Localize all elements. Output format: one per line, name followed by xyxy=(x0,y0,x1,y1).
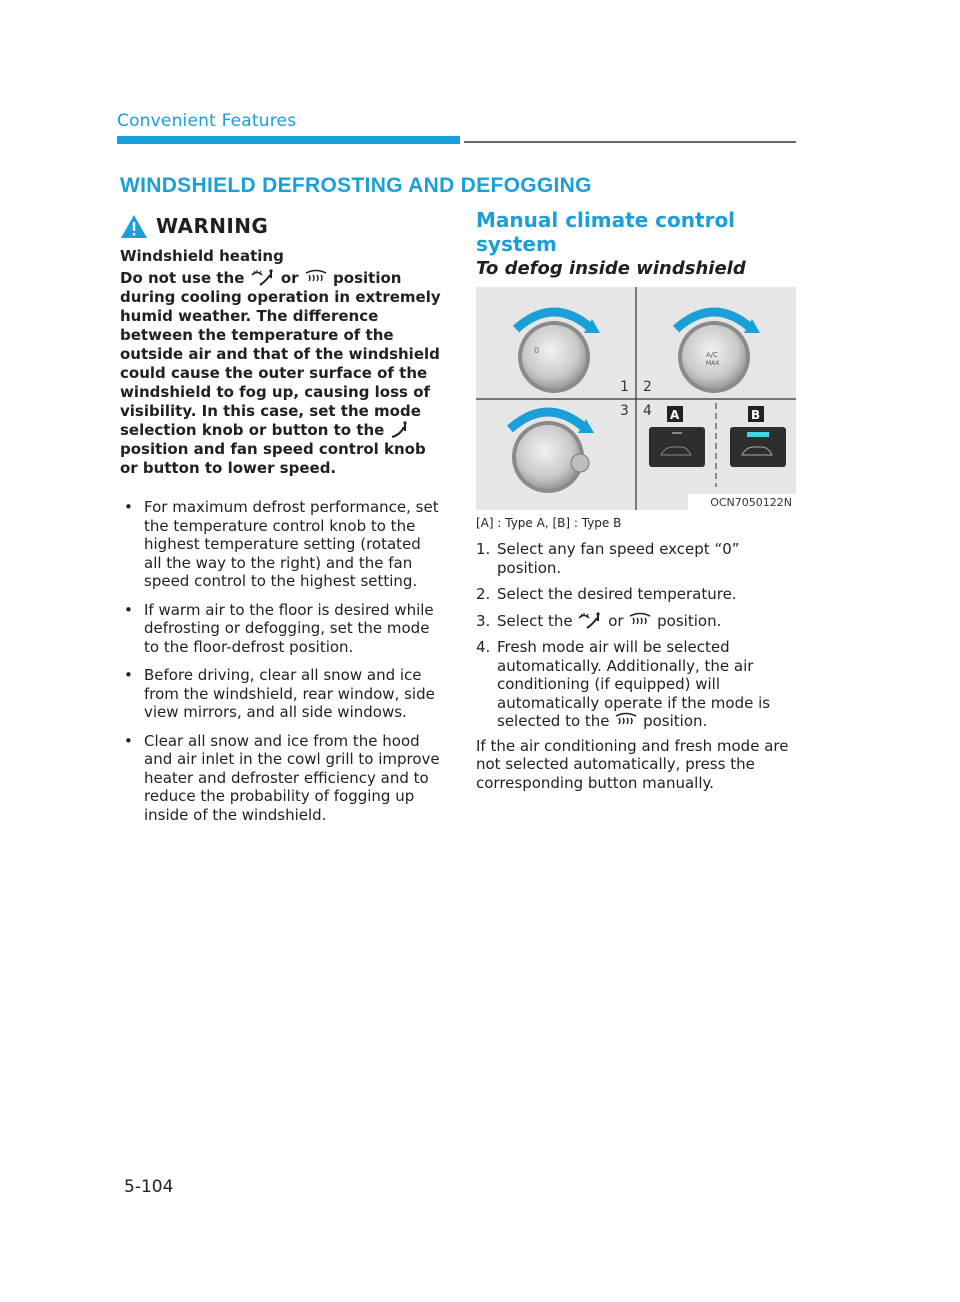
defrost-button-type-a xyxy=(649,427,705,467)
list-item: • For maximum defrost performance, set the temperature control knob to the highest temperature setting (rotated all the way to the right) and the fan speed control to the highest setting. xyxy=(120,498,442,591)
svg-text:0: 0 xyxy=(534,346,540,355)
warning-label: WARNING xyxy=(156,214,269,238)
section-heading: Manual climate control system xyxy=(476,208,736,256)
warning-text: Do not use the or position during cooling operation in extremely humid weather. The difference between the temperature of the outside air and that of the windshield could cause the outer surface of the windshield to fog up, causing loss of visibility. In this case, set the mode selection knob or button to the position and fan speed control knob or button to lower speed. xyxy=(120,269,441,477)
page-title: WINDSHIELD DEFROSTING AND DEFOGGING xyxy=(120,174,592,197)
list-item: 1. Select any fan speed except “0” position. xyxy=(476,540,740,577)
list-item: • Clear all snow and ice from the hood and air inlet in the cowl grill to improve heater and defroster efficiency and to reduce the probability of fogging up inside of the windshield. xyxy=(120,732,442,825)
figure-label-3: 3 xyxy=(620,403,629,419)
list-item: • Before driving, clear all snow and ice from the windshield, rear window, side view mirrors, and all side windows. xyxy=(120,666,442,722)
header-bar-accent xyxy=(117,136,460,144)
defrost-button-type-b xyxy=(730,427,786,467)
warning-subtitle: Windshield heating xyxy=(120,247,284,265)
warning-header xyxy=(120,210,442,242)
right-column xyxy=(476,208,796,792)
defrost-icon xyxy=(304,269,328,287)
svg-text:MAX: MAX xyxy=(706,360,720,367)
header-bar-rule xyxy=(464,141,796,143)
svg-text:A/C: A/C xyxy=(706,351,719,359)
list-item: • If warm air to the floor is desired while defrosting or defogging, set the mode to the floor-defrost position. xyxy=(120,601,442,657)
left-column xyxy=(120,210,442,834)
list-item: 3. Select the or position. xyxy=(476,611,722,630)
svg-text:B: B xyxy=(751,408,761,422)
defrost-icon xyxy=(614,712,638,730)
defog-floor-icon xyxy=(577,612,603,630)
climate-control-figure xyxy=(476,287,796,510)
section-subheading: To defog inside windshield xyxy=(476,258,746,279)
figure-code: OCN7050122N xyxy=(710,496,792,509)
page-number: 5-104 xyxy=(124,1177,174,1197)
figure-label-1: 1 xyxy=(620,379,629,395)
floor-icon xyxy=(390,421,412,439)
figure-caption: [A] : Type A, [B] : Type B xyxy=(476,516,622,530)
steps-list xyxy=(476,540,796,731)
defog-floor-icon xyxy=(250,269,276,287)
defrost-icon xyxy=(628,612,652,630)
tips-list xyxy=(120,498,442,824)
figure-label-2: 2 xyxy=(643,379,652,395)
warning-icon xyxy=(120,214,148,239)
svg-text:A: A xyxy=(670,408,680,422)
list-item: 2. Select the desired temperature. xyxy=(476,585,737,603)
figure-illustration xyxy=(476,287,796,510)
figure-label-4: 4 xyxy=(643,403,652,419)
list-item: 4. Fresh mode air will be selected automatically. Additionally, the air conditioning (if equipped) will automatically operate if the mode is selected to the position. xyxy=(476,638,771,730)
section-label: Convenient Features xyxy=(117,111,297,131)
closing-paragraph: If the air conditioning and fresh mode are not selected automatically, press the corresponding button manually. xyxy=(476,736,789,792)
